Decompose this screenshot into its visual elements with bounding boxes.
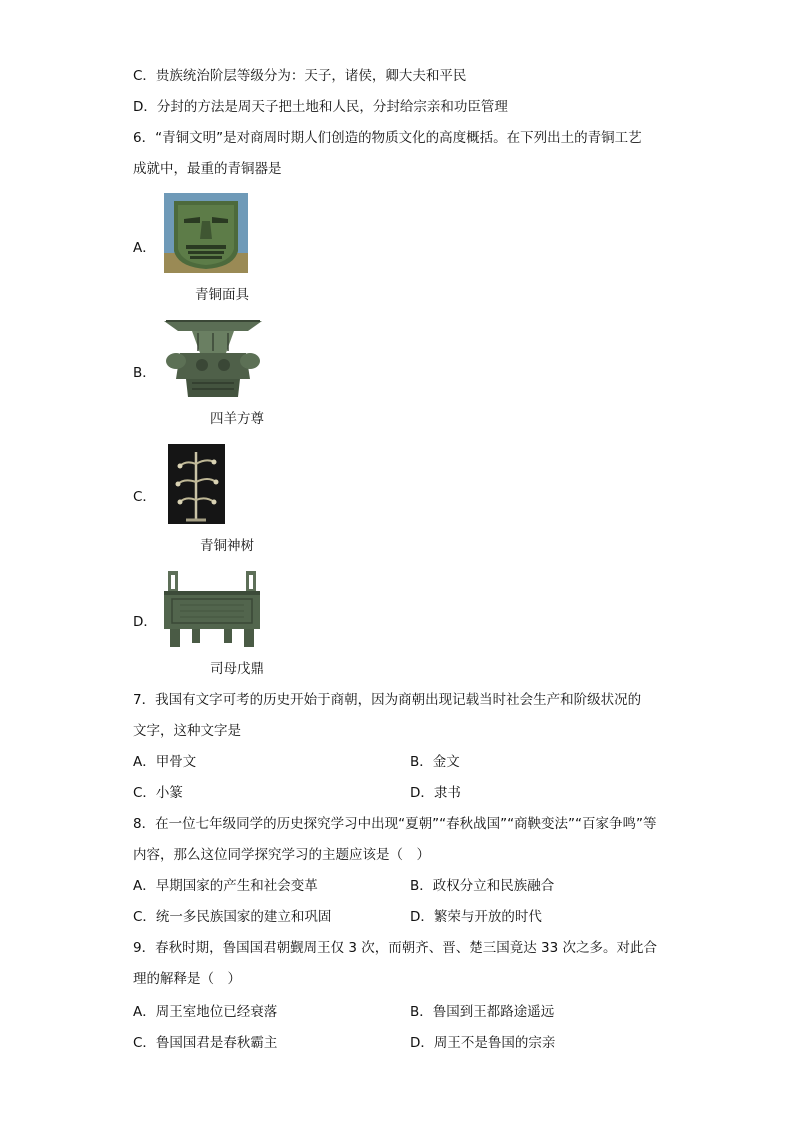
q6-stem-line2: 成就中，最重的青铜器是 <box>133 161 282 177</box>
q5-option-d: D．分封的方法是周天子把土地和人民，分封给宗亲和功臣管理 <box>133 99 508 115</box>
q7-option-d: D．隶书 <box>410 785 461 801</box>
q7-option-a: A．甲骨文 <box>133 754 197 770</box>
bronze-sacred-tree-icon <box>168 444 225 524</box>
q6-option-c-letter: C． <box>133 489 156 505</box>
q9-stem-line2: 理的解释是（ ） <box>133 971 241 987</box>
q9-option-a: A．周王室地位已经衰落 <box>133 1004 278 1020</box>
q6-stem-line1: 6．“青铜文明”是对商周时期人们创造的物质文化的高度概括。在下列出土的青铜工艺 <box>133 130 642 146</box>
q9-option-d: D．周王不是鲁国的宗亲 <box>410 1035 556 1051</box>
q7-option-c: C．小篆 <box>133 785 183 801</box>
q9-option-c: C．鲁国国君是春秋霸主 <box>133 1035 278 1051</box>
four-goat-zun-icon <box>162 317 264 399</box>
q6-option-c-caption: 青铜神树 <box>200 538 254 554</box>
q8-option-d: D．繁荣与开放的时代 <box>410 909 542 925</box>
q6-option-a-letter: A． <box>133 240 156 256</box>
q6-option-a-caption: 青铜面具 <box>195 287 249 303</box>
q8-stem-line1: 8．在一位七年级同学的历史探究学习中出现“夏朝”“春秋战国”“商鞅变法”“百家争鸣”等 <box>133 816 657 832</box>
q6-option-d-letter: D． <box>133 614 157 630</box>
q7-stem-line1: 7．我国有文字可考的历史开始于商朝，因为商朝出现记载当时社会生产和阶级状况的 <box>133 692 642 708</box>
q9-stem-line1: 9．春秋时期，鲁国国君朝觐周王仅 3 次，而朝齐、晋、楚三国竟达 33 次之多。对此合 <box>133 940 658 956</box>
q6-option-d-caption: 司母戊鼎 <box>210 661 264 677</box>
q7-stem-line2: 文字，这种文字是 <box>133 723 241 739</box>
q8-stem-line2: 内容，那么这位同学探究学习的主题应该是（ ） <box>133 847 430 863</box>
q6-option-b-caption: 四羊方尊 <box>210 411 264 427</box>
q8-option-c: C．统一多民族国家的建立和巩固 <box>133 909 332 925</box>
q9-option-b: B．鲁国到王都路途遥远 <box>410 1004 555 1020</box>
q7-option-b: B．金文 <box>410 754 460 770</box>
q6-option-b-letter: B． <box>133 365 156 381</box>
q8-option-b: B．政权分立和民族融合 <box>410 878 555 894</box>
q8-option-a: A．早期国家的产生和社会变革 <box>133 878 318 894</box>
bronze-mask-icon <box>164 193 248 273</box>
q5-option-c: C．贵族统治阶层等级分为：天子，诸侯，卿大夫和平民 <box>133 68 467 84</box>
simuwu-ding-icon <box>160 569 264 649</box>
